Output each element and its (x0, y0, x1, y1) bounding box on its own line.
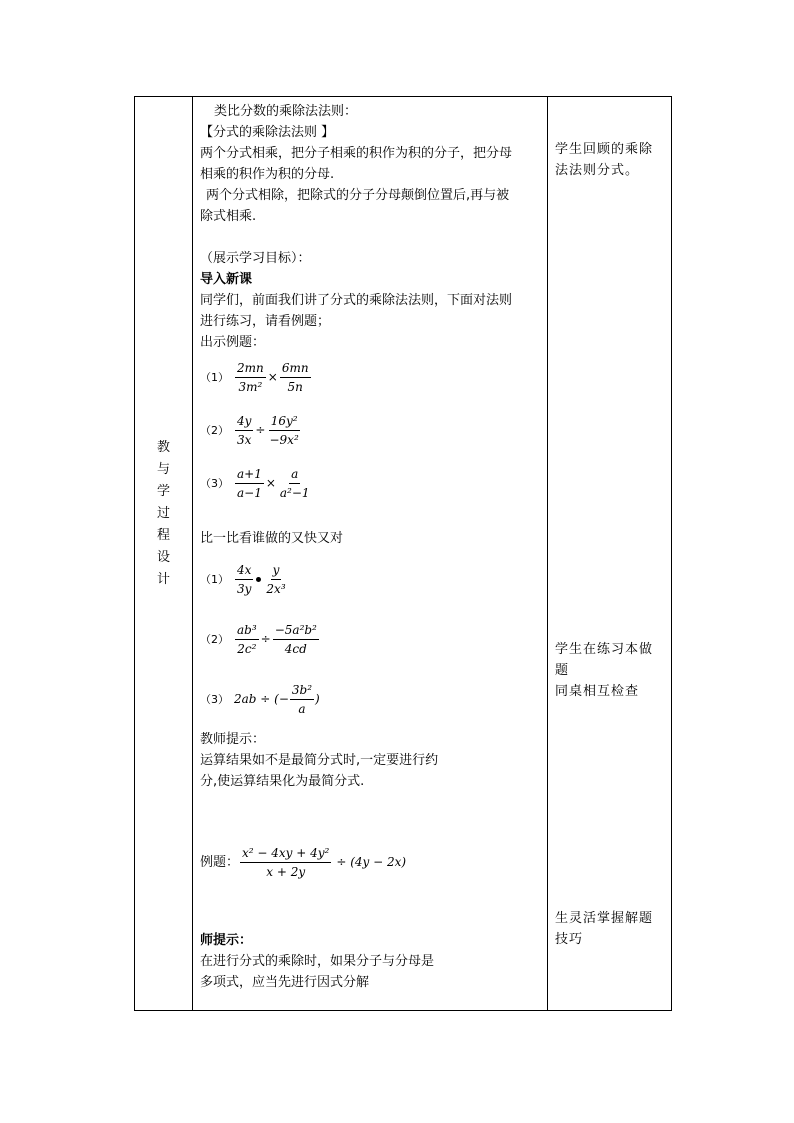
fraction: $\frac{\text{x² − 4xy + 4y²}}{x + 2y}$ (242, 845, 330, 879)
text-line: 类比分数的乘除法法则： (214, 104, 358, 119)
text-line: 运算结果如不是最简分式时,一定要进行约 (200, 753, 439, 768)
fraction: $\frac{\text{ab³}}{\text{2c²}}$ (237, 622, 257, 656)
fraction: $\frac{2mn}{\text{3m²}}$ (237, 360, 264, 394)
note-block: 生灵活掌握解题 技巧 (555, 911, 654, 947)
rule-heading: 【分式的乘除法法则 】 (200, 125, 335, 140)
side-label (135, 437, 192, 591)
example-4: 例题： $\frac{\text{x² − 4xy + 4y²}}{x + 2y}$ ÷ (4y − 2x) (200, 845, 407, 879)
text-line: 同学们，前面我们讲了分式的乘除法法则，下面对法则 (200, 293, 513, 308)
text-line: 比一比看谁做的又快又对 (200, 531, 344, 546)
fraction: $\frac{a}{\text{a²−1}}$ (279, 466, 310, 500)
text-line: 除式相乘. (200, 209, 257, 224)
side-char: 学 (156, 484, 170, 499)
side-char: 与 (156, 462, 170, 477)
multiply-dot-icon (256, 577, 261, 582)
fraction: $\frac{a+1}{a-1}$ (237, 466, 262, 500)
section-heading: 师提示： (200, 933, 253, 948)
practice-1: （1） $\frac{4x}{3y}$ $\frac{y}{\text{2x³}}$ (200, 562, 286, 596)
fraction: $\frac{\text{3b²}}{a}$ (291, 682, 313, 716)
note-block: 学生在练习本做 题 同桌相互检查 (555, 642, 654, 699)
fraction: $\frac{y}{\text{2x³}}$ (266, 562, 286, 596)
fraction: $\frac{\text{16y²}}{\text{−9x²}}$ (269, 413, 299, 447)
fraction: $\frac{6mn}{5n}$ (281, 360, 309, 394)
practice-2: （2） $\frac{\text{ab³}}{\text{2c²}}$ ÷ $\frac{\text{−5a²b²}}{4cd}$ (200, 622, 317, 656)
text-line: 教师提示： (200, 732, 266, 747)
note-block: 学生回顾的乘除 法法则分式。 (555, 142, 654, 178)
content-column (200, 101, 545, 993)
text-line: 两个分式相乘，把分子相乘的积作为积的分子，把分母 (200, 146, 513, 161)
side-char: 教 (156, 440, 170, 455)
lesson-table (134, 96, 672, 1011)
column-divider (192, 97, 193, 1010)
side-char: 设 (156, 550, 170, 565)
text-line: （展示学习目标）： (200, 251, 311, 266)
example-2: （2） $\frac{4y}{3x}$ ÷ $\frac{\text{16y²}}{\text{−9x²}}$ (200, 413, 299, 447)
side-char: 程 (156, 528, 170, 543)
example-3: （3） $\frac{a+1}{a-1}$ × $\frac{a}{\text{a²−1}}$ (200, 466, 310, 500)
text-line: 在进行分式的乘除时，如果分子与分母是 (200, 954, 435, 969)
fraction: $\frac{\text{−5a²b²}}{4cd}$ (274, 622, 317, 656)
side-char: 过 (156, 506, 170, 521)
side-char: 计 (156, 572, 170, 587)
text-line: 两个分式相除，把除式的分子分母颠倒位置后,再与被 (206, 188, 510, 203)
example-1: （1） $\frac{2mn}{\text{3m²}}$ × $\frac{6mn}{5n}$ (200, 360, 309, 394)
text-line: 多项式，应当先进行因式分解 (200, 975, 370, 990)
practice-3: （3） 2ab ÷ (− $\frac{\text{3b²}}{a}$ ) (200, 682, 320, 716)
column-divider (547, 97, 548, 1010)
text-line: 分,使运算结果化为最简分式. (200, 774, 365, 789)
fraction: $\frac{4x}{3y}$ (237, 562, 252, 596)
section-heading: 导入新课 (200, 272, 253, 287)
fraction: $\frac{4y}{3x}$ (237, 413, 252, 447)
text-line: 出示例题： (200, 335, 266, 350)
text-line: 进行练习，请看例题； (200, 314, 331, 329)
text-line: 相乘的积作为积的分母. (200, 167, 335, 182)
